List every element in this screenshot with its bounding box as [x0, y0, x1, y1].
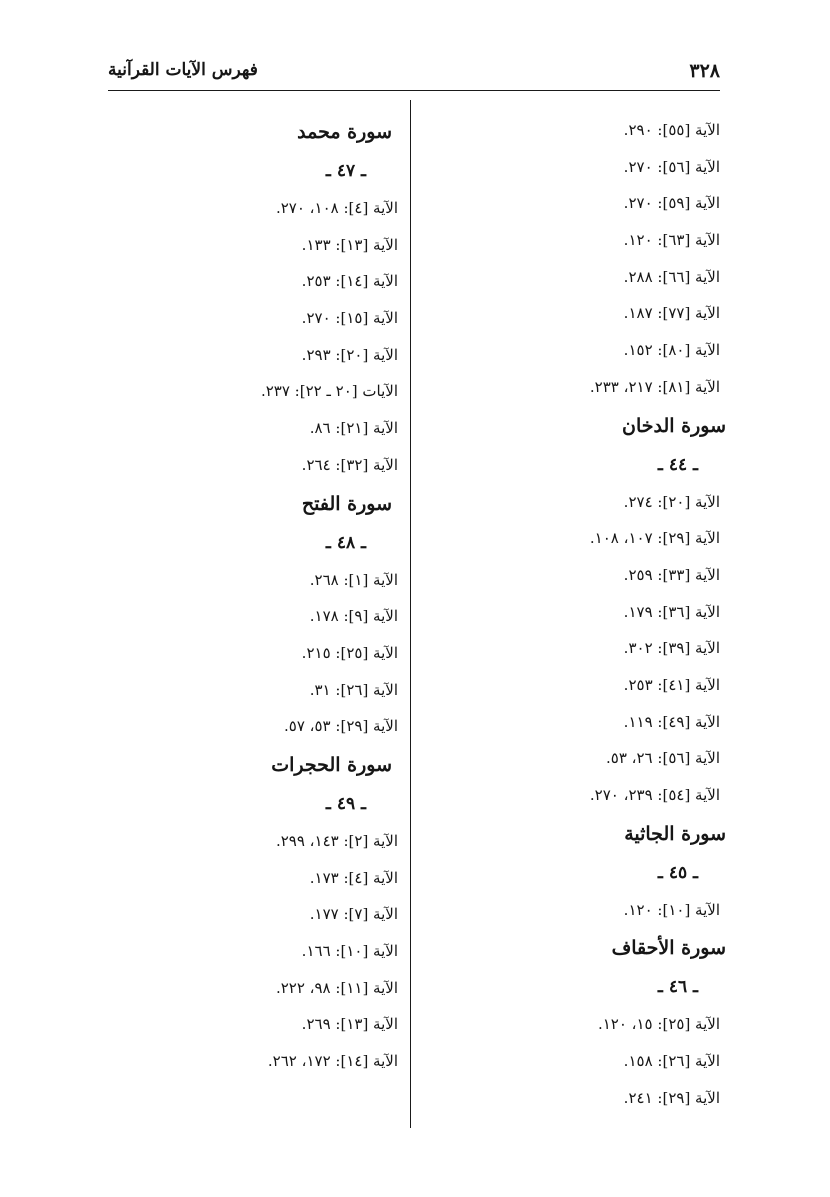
verse-entry: الآية [٦٦]: ٢٨٨.	[623, 267, 720, 286]
surah-title: سورة الأحقاف	[611, 937, 726, 960]
verse-entry: الآية [٣٦]: ١٧٩.	[623, 602, 720, 621]
verse-entry: الآية [١٣]: ٢٦٩.	[301, 1015, 398, 1034]
index-column-right	[430, 112, 726, 1116]
verse-entry: الآية [٢٩]: ١٠٧، ١٠٨.	[589, 529, 720, 548]
verse-entry: الآية [١٣]: ١٣٣.	[301, 235, 398, 254]
verse-entry: الآية [١٥]: ٢٧٠.	[301, 309, 398, 328]
verse-entry: الآية [٢٩]: ٥٣، ٥٧.	[283, 717, 398, 736]
verse-entry: الآية [٦٣]: ١٢٠.	[623, 231, 720, 250]
verse-entry: الآية [٢٩]: ٢٤١.	[623, 1088, 720, 1107]
surah-title: سورة الجاثية	[624, 822, 726, 845]
surah-number: ـ ٤٦ ـ	[657, 977, 698, 998]
verse-entry: الآية [٤]: ١٠٨، ٢٧٠.	[275, 199, 398, 217]
verse-entry: الآية [٣٣]: ٢٥٩.	[623, 565, 720, 584]
page-number: ٣٢٨	[689, 60, 720, 82]
surah-title: سورة الحجرات	[271, 753, 392, 776]
verse-entry: الآية [٧٧]: ١٨٧.	[623, 304, 720, 323]
surah-number: ـ ٤٨ ـ	[325, 532, 366, 553]
surah-number: ـ ٤٥ ـ	[657, 862, 698, 883]
verse-entry: الآية [٩]: ١٧٨.	[309, 607, 398, 626]
verse-entry: الآية [١٤]: ٢٥٣.	[301, 272, 398, 291]
surah-number: ـ ٤٧ ـ	[325, 161, 366, 181]
verse-entry: الآية [٤١]: ٢٥٣.	[623, 675, 720, 694]
verse-entry: الآية [١٠]: ١٢٠.	[623, 900, 720, 919]
verse-entry: الآية [٢٠]: ٢٧٤.	[623, 492, 720, 511]
verse-entry: الآية [٢٠]: ٢٩٣.	[301, 345, 398, 364]
surah-number: ـ ٤٩ ـ	[325, 793, 366, 814]
running-title: فهرس الآيات القرآنية	[108, 60, 258, 80]
verse-entry: الآية [٢٥]: ١٥، ١٢٠.	[597, 1015, 720, 1034]
column-divider	[410, 100, 411, 1128]
verse-entry: الآية [٢٥]: ٢١٥.	[301, 643, 398, 662]
verse-entry: الآية [٨١]: ٢١٧، ٢٣٣.	[589, 377, 720, 396]
index-column-left	[108, 112, 398, 1080]
verse-entry: الآية [٥٦]: ٢٧٠.	[623, 157, 720, 176]
verse-entry: الآية [٣٢]: ٢٦٤.	[301, 455, 398, 474]
surah-title: سورة محمد	[297, 121, 392, 143]
verse-entry: الآية [٨٠]: ١٥٢.	[623, 341, 720, 360]
surah-title: سورة الدخان	[621, 414, 726, 437]
verse-entry: الآية [١١]: ٩٨، ٢٢٢.	[275, 978, 398, 997]
verse-entry: الآية [٤]: ١٧٣.	[309, 868, 398, 887]
verse-entry: الآية [٢٦]: ١٥٨.	[623, 1052, 720, 1071]
page-header	[108, 58, 720, 91]
surah-title: سورة الفتح	[301, 492, 392, 515]
verse-entry: الآية [٢١]: ٨٦.	[309, 419, 398, 438]
verse-entry: الآية [٥٤]: ٢٣٩، ٢٧٠.	[589, 786, 720, 804]
verse-entry: الآية [٥٦]: ٢٦، ٥٣.	[605, 749, 720, 768]
verse-entry: الآية [١٠]: ١٦٦.	[301, 942, 398, 960]
verse-entry: الآيات [٢٠ ـ ٢٢]: ٢٣٧.	[260, 382, 398, 401]
verse-entry: الآية [٥٥]: ٢٩٠.	[623, 121, 720, 139]
verse-entry: الآية [١٤]: ١٧٢، ٢٦٢.	[267, 1052, 398, 1071]
surah-number: ـ ٤٤ ـ	[657, 454, 698, 475]
verse-entry: الآية [٧]: ١٧٧.	[309, 905, 398, 924]
verse-entry: الآية [٢]: ١٤٣، ٢٩٩.	[275, 831, 398, 850]
verse-entry: الآية [٢٦]: ٣١.	[309, 680, 398, 699]
verse-entry: الآية [٥٩]: ٢٧٠.	[623, 194, 720, 213]
verse-entry: الآية [٣٩]: ٣٠٢.	[623, 639, 720, 658]
verse-entry: الآية [٤٩]: ١١٩.	[623, 712, 720, 731]
verse-entry: الآية [١]: ٢٦٨.	[309, 570, 398, 589]
